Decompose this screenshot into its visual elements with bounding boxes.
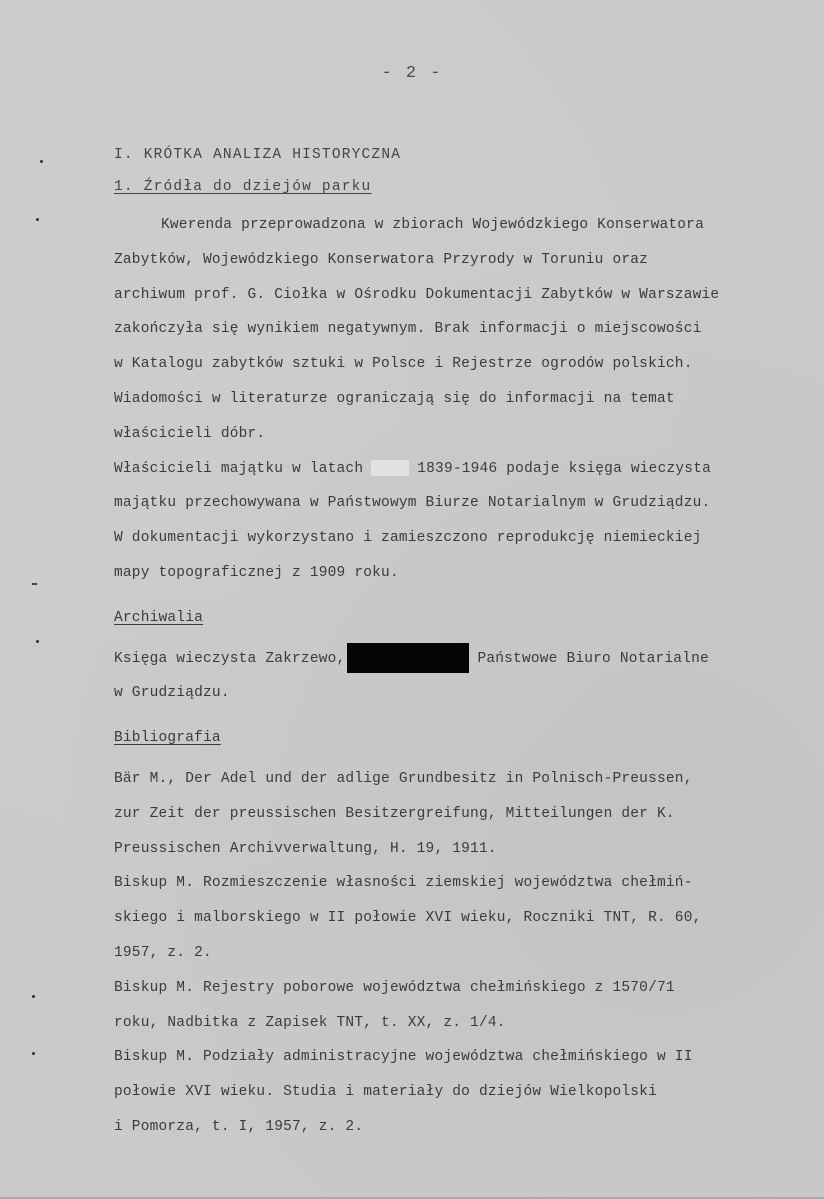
margin-mark xyxy=(36,218,39,221)
text-line xyxy=(114,642,814,677)
margin-mark xyxy=(36,640,39,643)
text-segment: Księga wieczysta Zakrzewo, xyxy=(114,650,346,667)
text-line: archiwum prof. G. Ciołka w Ośrodku Dokumentacji Zabytków w Warszawie xyxy=(114,286,720,303)
text-line: Wiadomości w literaturze ograniczają się do informacji na temat xyxy=(114,390,675,407)
bibliography-entry-line: roku, Nadbitka z Zapisek TNT, t. XX, z. 1/4. xyxy=(114,1014,506,1031)
text-line: zakończyła się wynikiem negatywnym. Brak informacji o miejscowości xyxy=(114,321,702,338)
bibliography-entry-line: i Pomorza, t. I, 1957, z. 2. xyxy=(114,1118,364,1135)
redaction-mark xyxy=(371,460,409,476)
bibliography-entry-line: zur Zeit der preussischen Besitzergreifung, Mitteilungen der K. xyxy=(114,805,675,822)
bibliography-entry-line: Biskup M. Podziały administracyjne województwa chełmińskiego w II xyxy=(114,1049,693,1066)
text-line: właścicieli dóbr. xyxy=(114,425,266,442)
bibliography-entry-line: Biskup M. Rozmieszczenie własności ziemskiej województwa chełmiń- xyxy=(114,875,693,892)
bibliografia-heading: Bibliografia xyxy=(114,730,221,747)
text-line: majątku przechowywana w Państwowym Biurze Notarialnym w Grudziądzu. xyxy=(114,495,711,512)
text-line: mapy topograficznej z 1909 roku. xyxy=(114,564,399,581)
archiwalia-heading: Archiwalia xyxy=(114,609,204,626)
text-segment: 1839-1946 podaje księga wieczysta xyxy=(417,460,711,477)
text-segment: Państwowe Biuro Notarialne xyxy=(477,650,709,667)
text-line: W dokumentacji wykorzystano i zamieszczono reprodukcję niemieckiej xyxy=(114,530,702,547)
margin-mark xyxy=(32,995,35,998)
bibliography-entry-line: Bär M., Der Adel und der adlige Grundbesitz in Polnisch-Preussen, xyxy=(114,770,693,787)
margin-mark xyxy=(40,160,43,163)
subsection-heading: 1. Źródła do dziejów parku xyxy=(114,179,372,195)
bibliography-entry-line: Biskup M. Rejestry poborowe województwa chełmińskiego z 1570/71 xyxy=(114,979,675,996)
margin-mark xyxy=(32,1052,35,1055)
text-line xyxy=(114,452,814,487)
paragraph-sources xyxy=(114,208,814,452)
redaction-block xyxy=(347,643,469,673)
archiwalia-section xyxy=(114,601,814,711)
paragraph-owners xyxy=(114,452,814,591)
margin-mark xyxy=(32,583,37,585)
bibliography-entry-line: skiego i malborskiego w II połowie XVI wieku, Roczniki TNT, R. 60, xyxy=(114,910,702,927)
bibliography-entry-line: 1957, z. 2. xyxy=(114,944,212,961)
bibliography-entry-line: Preussischen Archivverwaltung, H. 19, 1911. xyxy=(114,840,497,857)
text-line: w Grudziądzu. xyxy=(114,685,230,702)
document-body xyxy=(114,140,814,1145)
text-line: Kwerenda przeprowadzona w zbiorach Wojewódzkiego Konserwatora xyxy=(161,217,704,233)
bibliografia-section xyxy=(114,721,814,1145)
bibliography-entry-line: połowie XVI wieku. Studia i materiały do dziejów Wielkopolski xyxy=(114,1084,657,1101)
page-number: - 2 - xyxy=(381,64,443,83)
text-segment: Właścicieli majątku w latach xyxy=(114,460,364,477)
text-line: Zabytków, Wojewódzkiego Konserwatora Przyrody w Toruniu oraz xyxy=(114,251,649,268)
text-line: w Katalogu zabytków sztuki w Polsce i Rejestrze ogrodów polskich. xyxy=(114,356,693,373)
section-heading: I. KRÓTKA ANALIZA HISTORYCZNA xyxy=(114,147,402,163)
